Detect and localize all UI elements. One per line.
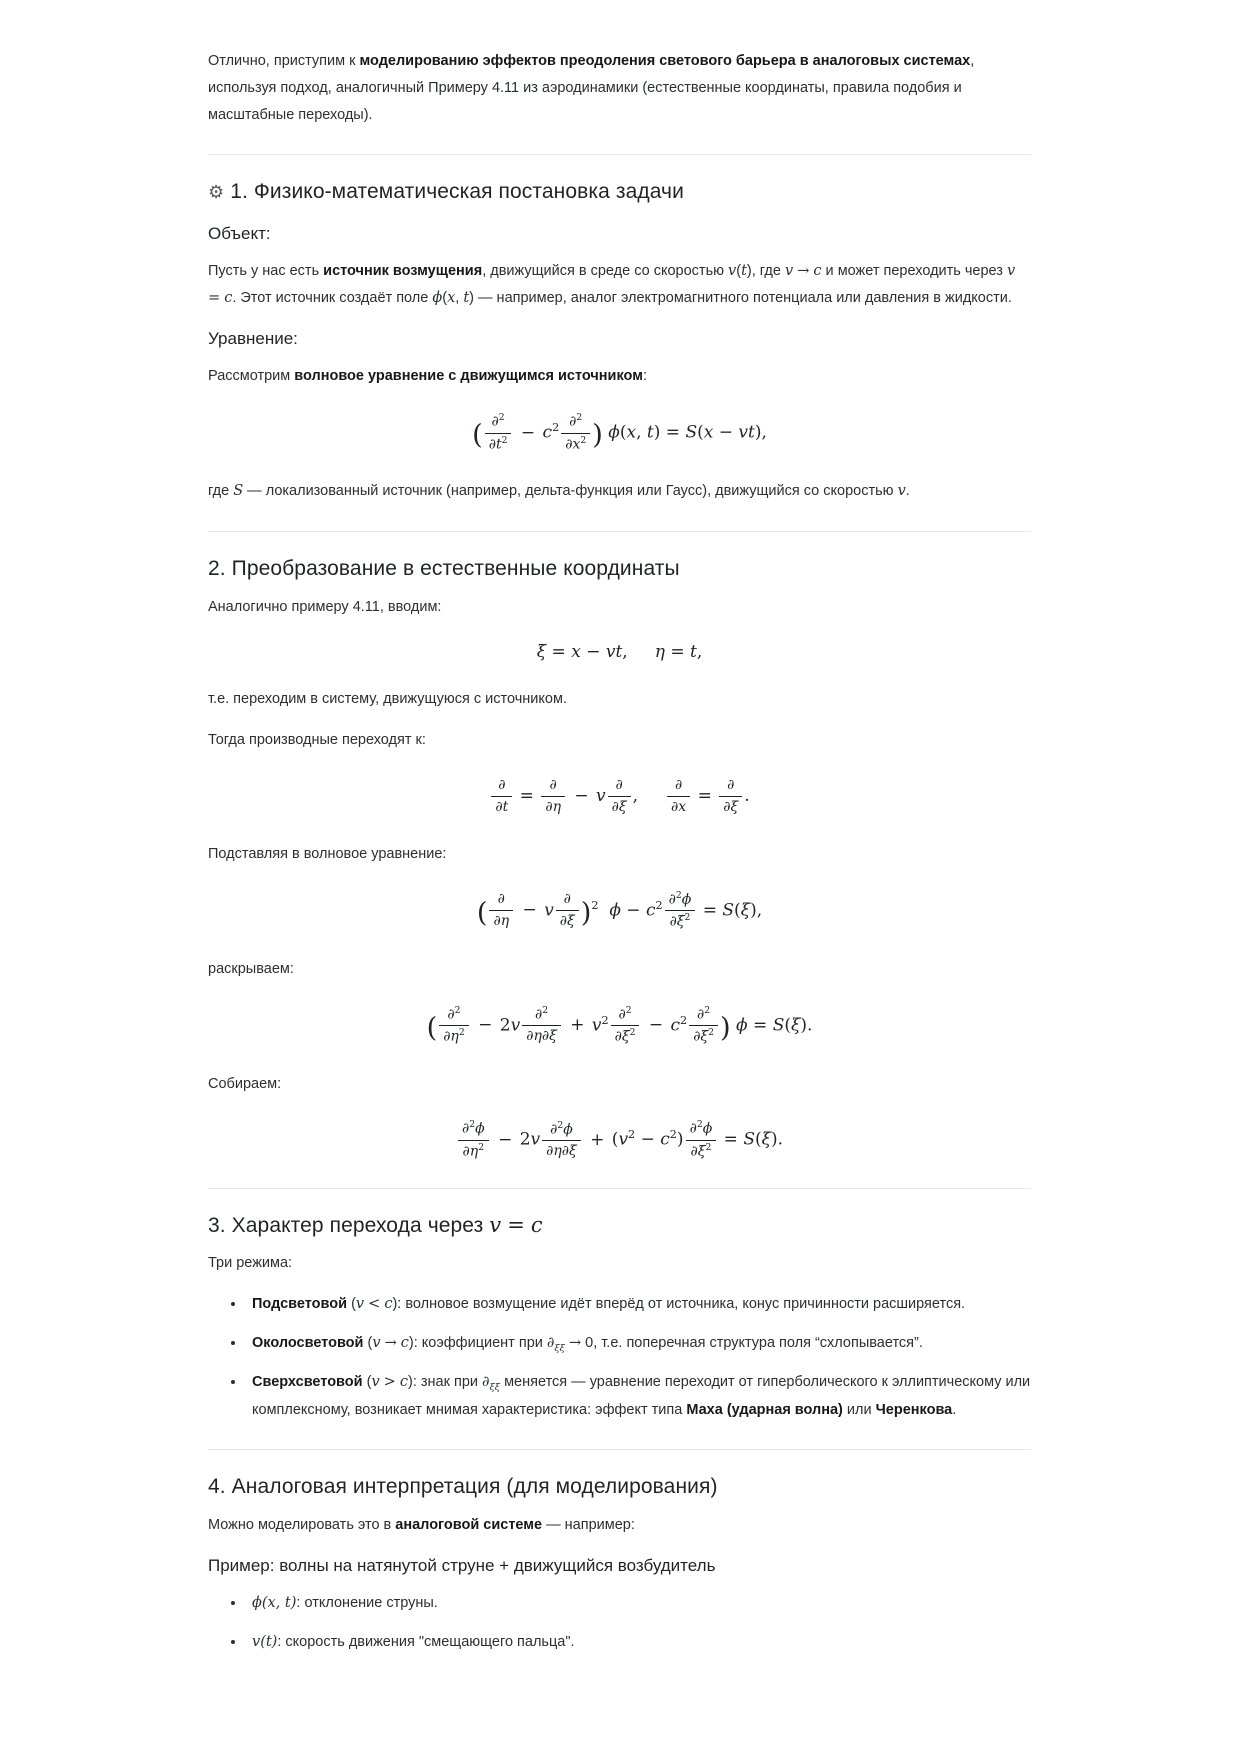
list-item [246, 1330, 1031, 1358]
section-4-lead-part2: — например: [542, 1516, 635, 1533]
object-text-part2: , движущийся в среде со скоростью v(t), где v → c и может переходить через v = c. Этот источник создаёт поле ϕ(x, t) — например, аналог электромагнитного потенциала или давления в жидкости. [208, 263, 1016, 307]
equation-lead-bold: волновое уравнение с движущимся источником [294, 368, 643, 385]
regime-3-text2: или [842, 1401, 876, 1418]
section-3-title: 3. Характер перехода через v = c [208, 1212, 543, 1237]
analog-list [208, 1590, 1031, 1656]
regime-3-bold2: Маха (ударная волна) [686, 1401, 843, 1418]
section-1-equation-subheading: Уравнение: [208, 328, 298, 348]
object-text-part1: Пусть у нас есть [208, 263, 324, 280]
section-1-formula-note: где S — локализованный источник (например, дельта-функция или Гаусс), движущийся со скоростью v. [208, 483, 910, 500]
regime-2-label: Околосветовой [252, 1334, 364, 1351]
gear-icon: ⚙ [208, 182, 225, 203]
analog-item-2-symbol: v(t) [252, 1634, 278, 1650]
section-4-lead [208, 1512, 1031, 1539]
formula-derivatives: $\frac{\partial}{\partial t}$ = $\frac{\partial}{\partial\eta}$ − v $\frac{\partial}{\partial\xi}$ , $\frac{\partial}{\partial x}$ = $\frac{\partial}{\partial\xi}$ . [208, 776, 1031, 817]
analog-item-2-text: : скорость движения "смещающего пальца". [277, 1634, 575, 1650]
list-item [246, 1590, 1031, 1617]
section-1-object-text [208, 258, 1031, 312]
section-4-lead-part1: Можно моделировать это в [208, 1516, 396, 1533]
section-2-note-2: Тогда производные переходят к: [208, 732, 426, 749]
section-1-title: 1. Физико-математическая постановка задачи [230, 180, 684, 204]
list-item [246, 1629, 1031, 1656]
section-1-equation-lead [208, 363, 1031, 390]
intro-text-part2: , используя подход, аналогичный Примеру 4.11 из аэродинамики (естественные координаты, правила подобия и масштабные переходы). [208, 53, 975, 123]
formula-substitution: ( $\frac{\partial}{\partial\eta}$ − v $\frac{\partial}{\partial\xi}$ )$^2$ $\phi - c^2$ $\frac{\partial^2\phi}{\partial\xi^2}$ = S(ξ), [476, 889, 763, 930]
section-2-note-4: раскрываем: [208, 960, 294, 977]
section-2-lead: Аналогично примеру 4.11, вводим: [208, 598, 442, 615]
regime-1-label: Подсветовой [252, 1295, 348, 1312]
analog-item-1-text: : отклонение струны. [296, 1595, 438, 1612]
section-2-note-5: Собираем: [208, 1075, 282, 1092]
section-2-title: 2. Преобразование в естественные координаты [208, 557, 680, 581]
regime-3-label: Сверхсветовой [252, 1374, 363, 1391]
section-1-heading [208, 154, 1031, 206]
section-2-heading [208, 531, 1031, 583]
section-4-example-heading: Пример: волны на натянутой струне + движущийся возбудитель [208, 1555, 716, 1575]
regimes-list [208, 1291, 1031, 1424]
formula-wave-equation: ( $\frac{\partial^2}{\partial t^2}$ − $c^2$ $\frac{\partial^2}{\partial x^2}$ ) ϕ(x, t) = S(x − vt), [472, 412, 767, 453]
formula-collected: $\frac{\partial^2\phi}{\partial\eta^2}$ − 2v $\frac{\partial^2\phi}{\partial\eta\partial\xi}$ + $(v^2 - c^2)$ $\frac{\partial^2\phi}{\partial\xi^2}$ = S(ξ). [208, 1119, 1031, 1161]
section-2-note-3: Подставляя в волновое уравнение: [208, 845, 447, 862]
section-3-lead: Три режима: [208, 1254, 293, 1271]
regime-3-text: (v > c): знак при $\partial_{\xi\xi}$ меняется — уравнение переходит от гиперболического к эллиптическому или комплексному, возникает мнимая характеристика: эффект типа Маха (ударная волна) или Черенкова. [252, 1374, 1031, 1418]
analog-item-1-symbol: ϕ(x, t) [252, 1595, 297, 1612]
list-item [246, 1369, 1031, 1423]
regime-1-text: (v < c): волновое возмущение идёт вперёд от источника, конус причинности расширяется. [351, 1295, 966, 1312]
formula-expanded: ( $\frac{\partial^2}{\partial\eta^2}$ − 2v $\frac{\partial^2}{\partial\eta\partial\xi}$ + $v^2$ $\frac{\partial^2}{\partial\xi^2}$ − $c^2$ $\frac{\partial^2}{\partial\xi^2}$ ) ϕ = S(ξ). [426, 1004, 813, 1045]
section-2-note-1: т.е. переходим в систему, движущуюся с источником. [208, 691, 567, 708]
equation-lead-part2: : [642, 368, 647, 385]
equation-lead-part1: Рассмотрим [208, 368, 295, 385]
section-4-title: 4. Аналоговая интерпретация (для моделирования) [208, 1475, 718, 1499]
section-4-lead-bold: аналоговой системе [395, 1516, 543, 1533]
intro-bold: моделированию эффектов преодоления светового барьера в аналоговых системах [359, 53, 971, 69]
list-item [246, 1291, 1031, 1318]
section-3-heading [208, 1188, 1031, 1240]
section-1-object-subheading: Объект: [208, 223, 271, 243]
formula-natural-coords: ξ = x − vt, η = t, [536, 642, 703, 663]
regime-3-bold3: Черенкова [875, 1401, 953, 1418]
intro-paragraph [208, 48, 1031, 128]
regime-3-text3: . [952, 1401, 957, 1418]
intro-text-part1: Отлично, приступим к [208, 53, 360, 69]
object-text-bold: источник возмущения [323, 263, 483, 280]
regime-2-text: (v → c): коэффициент при $\partial_{\xi\xi} \to 0$, т.е. поперечная структура поля “схлопывается”. [367, 1334, 923, 1354]
section-4-heading [208, 1449, 1031, 1501]
